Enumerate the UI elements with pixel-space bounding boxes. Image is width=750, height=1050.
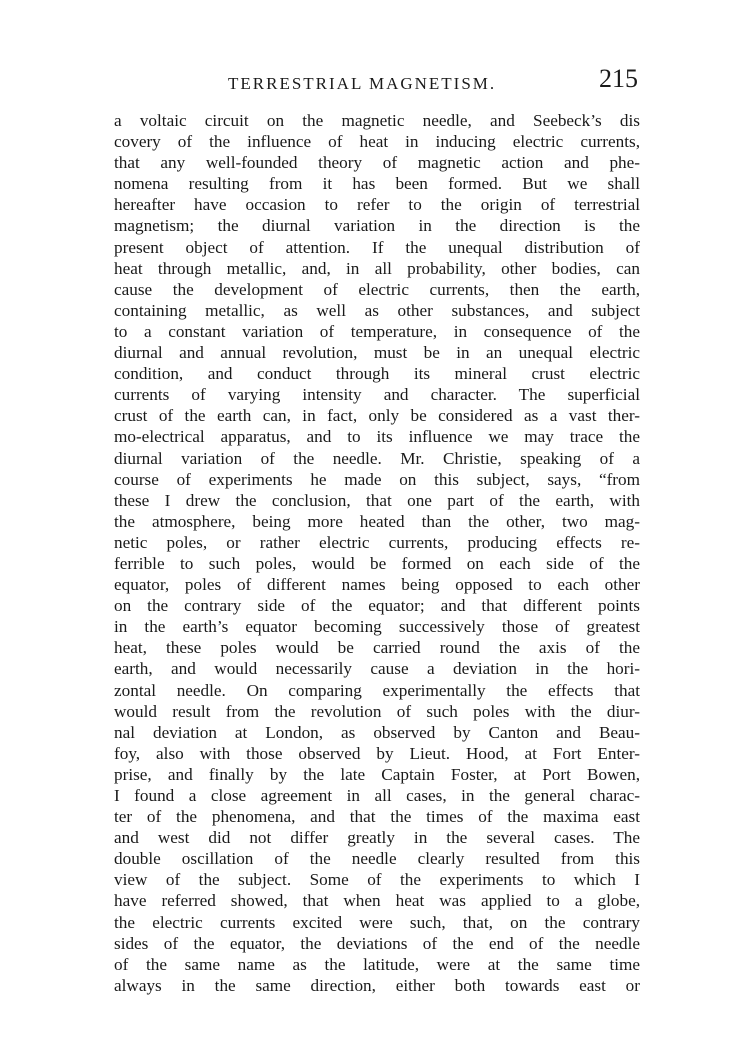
text-line: to a constant variation of temperature, in consequence of the — [114, 321, 640, 341]
page-number: 215 — [599, 64, 638, 93]
text-line: and west did not differ greatly in the several cases. The — [114, 828, 640, 848]
body-text — [114, 110, 640, 996]
text-line: always in the same direction, either both towards east or — [114, 975, 640, 995]
text-line: I found a close agreement in all cases, in the general charac- — [114, 786, 640, 805]
text-line: foy, also with those observed by Lieut. Hood, at Fort Enter- — [114, 743, 640, 763]
text-line: equator, poles of different names being opposed to each other — [114, 575, 640, 595]
text-line: containing metallic, as well as other substances, and subject — [114, 300, 640, 320]
text-line: cause the development of electric currents, then the earth, — [114, 279, 640, 299]
text-line: diurnal and annual revolution, must be in an unequal electric — [114, 343, 640, 363]
text-line: have referred showed, that when heat was applied to a globe, — [114, 891, 640, 911]
text-line: prise, and finally by the late Captain Foster, at Port Bowen, — [114, 764, 640, 784]
text-line: magnetism; the diurnal variation in the direction is the — [114, 216, 640, 236]
text-line: hereafter have occasion to refer to the origin of terrestrial — [114, 195, 640, 215]
text-line: a voltaic circuit on the magnetic needle, and Seebeck’s dis — [114, 111, 640, 130]
text-line: course of experiments he made on this subject, says, “from — [114, 469, 640, 489]
text-line: zontal needle. On comparing experimentally the effects that — [114, 680, 640, 700]
text-line: currents of varying intensity and character. The superficial — [114, 385, 640, 405]
text-line: crust of the earth can, in fact, only be considered as a vast ther- — [114, 406, 640, 426]
text-line: double oscillation of the needle clearly resulted from this — [114, 849, 640, 869]
text-line: these I drew the conclusion, that one part of the earth, with — [114, 490, 640, 510]
text-line: the electric currents excited were such, that, on the contrary — [114, 912, 640, 932]
text-line: of the same name as the latitude, were at the same time — [114, 954, 640, 974]
text-line: condition, and conduct through its mineral crust electric — [114, 364, 640, 384]
running-head — [112, 64, 638, 96]
text-line: that any well-founded theory of magnetic action and phe- — [114, 153, 640, 173]
text-line: nal deviation at London, as observed by Canton and Beau- — [114, 722, 640, 742]
text-line: ter of the phenomena, and that the times of the maxima east — [114, 807, 640, 827]
text-line: on the contrary side of the equator; and that different points — [114, 596, 640, 616]
text-line: sides of the equator, the deviations of the end of the needle — [114, 933, 640, 953]
text-line: netic poles, or rather electric currents, producing effects re- — [114, 532, 640, 552]
text-line: mo-electrical apparatus, and to its influence we may trace the — [114, 427, 640, 447]
text-line: heat, these poles would be carried round the axis of the — [114, 638, 640, 658]
text-line: diurnal variation of the needle. Mr. Christie, speaking of a — [114, 448, 640, 468]
text-line: ferrible to such poles, would be formed on each side of the — [114, 553, 640, 573]
running-title: TERRESTRIAL MAGNETISM. — [228, 74, 497, 93]
text-line: the atmosphere, being more heated than the other, two mag- — [114, 511, 640, 531]
text-line: heat through metallic, and, in all probability, other bodies, can — [114, 258, 640, 278]
text-line: nomena resulting from it has been formed. But we shall — [114, 174, 640, 194]
text-line: would result from the revolution of such poles with the diur- — [114, 701, 640, 721]
text-line: present object of attention. If the unequal distribution of — [114, 237, 640, 257]
text-line: earth, and would necessarily cause a deviation in the hori- — [114, 659, 640, 679]
text-line: in the earth’s equator becoming successively those of greatest — [114, 617, 640, 637]
text-line: view of the subject. Some of the experiments to which I — [114, 870, 640, 890]
text-line: covery of the influence of heat in inducing electric currents, — [114, 132, 640, 152]
